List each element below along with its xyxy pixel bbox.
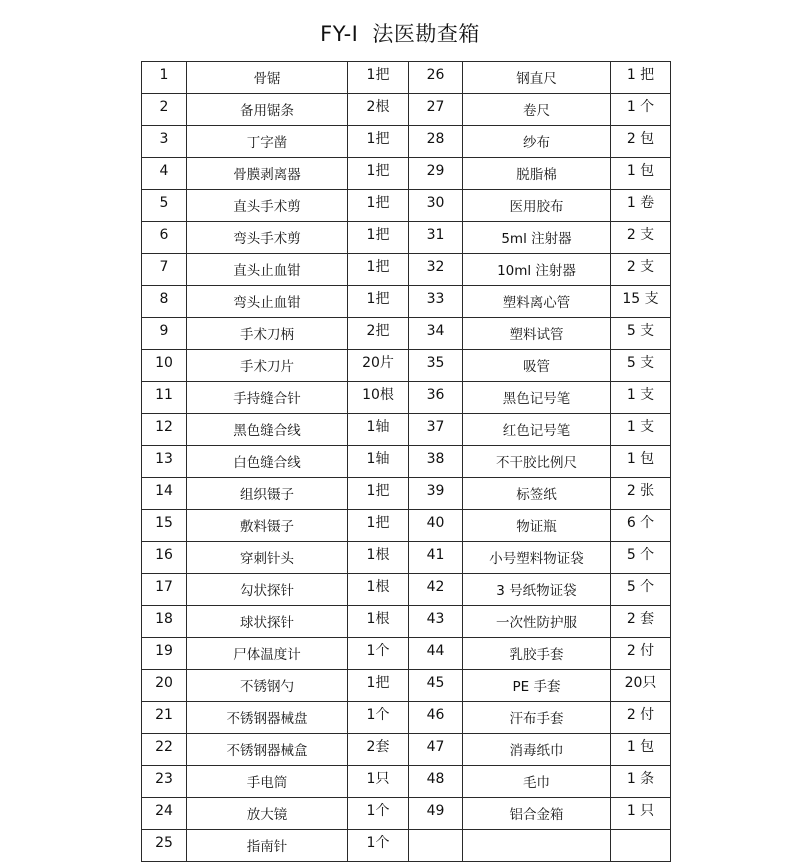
item-number: 24 <box>142 798 187 830</box>
inventory-table-body <box>142 62 671 862</box>
item-name: 白色缝合线 <box>187 446 348 478</box>
item-number: 48 <box>409 766 463 798</box>
item-quantity: 1个 <box>348 798 409 830</box>
item-number: 28 <box>409 126 463 158</box>
item-quantity: 20片 <box>348 350 409 382</box>
item-name: 卷尺 <box>463 94 611 126</box>
item-quantity: 2 支 <box>611 254 671 286</box>
item-quantity: 1把 <box>348 190 409 222</box>
item-name: 脱脂棉 <box>463 158 611 190</box>
item-name: 乳胶手套 <box>463 638 611 670</box>
item-name: 纱布 <box>463 126 611 158</box>
item-quantity: 1把 <box>348 670 409 702</box>
item-number: 23 <box>142 766 187 798</box>
table-row <box>142 734 671 766</box>
item-number: 42 <box>409 574 463 606</box>
table-row <box>142 62 671 94</box>
item-name: 弯头止血钳 <box>187 286 348 318</box>
item-quantity: 20只 <box>611 670 671 702</box>
item-name: 骨膜剥离器 <box>187 158 348 190</box>
item-quantity: 1把 <box>348 222 409 254</box>
item-name: 手电筒 <box>187 766 348 798</box>
item-quantity: 2 套 <box>611 606 671 638</box>
item-name: PE 手套 <box>463 670 611 702</box>
item-quantity: 5 个 <box>611 574 671 606</box>
item-name: 汗布手套 <box>463 702 611 734</box>
item-name: 黑色记号笔 <box>463 382 611 414</box>
item-number: 17 <box>142 574 187 606</box>
item-name: 不锈钢器械盒 <box>187 734 348 766</box>
item-number: 45 <box>409 670 463 702</box>
table-row <box>142 382 671 414</box>
item-number: 2 <box>142 94 187 126</box>
item-quantity: 1把 <box>348 286 409 318</box>
item-quantity: 1 卷 <box>611 190 671 222</box>
item-number: 1 <box>142 62 187 94</box>
item-name: 钢直尺 <box>463 62 611 94</box>
table-row <box>142 254 671 286</box>
item-quantity: 1 只 <box>611 798 671 830</box>
item-number: 41 <box>409 542 463 574</box>
item-number: 13 <box>142 446 187 478</box>
item-name: 塑料试管 <box>463 318 611 350</box>
item-name: 黑色缝合线 <box>187 414 348 446</box>
item-quantity: 6 个 <box>611 510 671 542</box>
item-quantity: 1根 <box>348 606 409 638</box>
item-name: 手术刀片 <box>187 350 348 382</box>
item-name: 5ml 注射器 <box>463 222 611 254</box>
item-name: 铝合金箱 <box>463 798 611 830</box>
table-row <box>142 670 671 702</box>
item-quantity: 15 支 <box>611 286 671 318</box>
item-number: 34 <box>409 318 463 350</box>
item-name: 不锈钢勺 <box>187 670 348 702</box>
item-number: 30 <box>409 190 463 222</box>
item-number: 16 <box>142 542 187 574</box>
item-number: 3 <box>142 126 187 158</box>
item-quantity: 1轴 <box>348 414 409 446</box>
table-row <box>142 126 671 158</box>
item-name: 弯头手术剪 <box>187 222 348 254</box>
item-number: 36 <box>409 382 463 414</box>
item-number: 14 <box>142 478 187 510</box>
item-name <box>463 830 611 862</box>
item-quantity: 1把 <box>348 510 409 542</box>
item-quantity: 1把 <box>348 478 409 510</box>
item-quantity: 1根 <box>348 542 409 574</box>
item-quantity: 1 包 <box>611 734 671 766</box>
table-row <box>142 478 671 510</box>
item-number: 40 <box>409 510 463 542</box>
item-quantity: 1 支 <box>611 414 671 446</box>
item-name: 不锈钢器械盘 <box>187 702 348 734</box>
item-quantity: 2把 <box>348 318 409 350</box>
item-name: 医用胶布 <box>463 190 611 222</box>
item-quantity: 2 付 <box>611 638 671 670</box>
item-number: 33 <box>409 286 463 318</box>
item-number: 6 <box>142 222 187 254</box>
title-model: FY-Ⅰ <box>320 22 359 46</box>
item-name: 物证瓶 <box>463 510 611 542</box>
item-name: 骨锯 <box>187 62 348 94</box>
page-title <box>0 18 800 48</box>
item-name: 消毒纸巾 <box>463 734 611 766</box>
item-name: 放大镜 <box>187 798 348 830</box>
item-quantity: 1把 <box>348 158 409 190</box>
title-name: 法医勘查箱 <box>372 22 480 46</box>
item-quantity: 1把 <box>348 62 409 94</box>
item-number: 27 <box>409 94 463 126</box>
item-name: 球状探针 <box>187 606 348 638</box>
item-number: 32 <box>409 254 463 286</box>
item-quantity: 1个 <box>348 638 409 670</box>
item-number: 9 <box>142 318 187 350</box>
item-quantity: 5 支 <box>611 318 671 350</box>
table-row <box>142 542 671 574</box>
item-number: 38 <box>409 446 463 478</box>
item-number: 47 <box>409 734 463 766</box>
table-row <box>142 606 671 638</box>
item-number: 12 <box>142 414 187 446</box>
item-name: 不干胶比例尺 <box>463 446 611 478</box>
item-number <box>409 830 463 862</box>
table-row <box>142 190 671 222</box>
item-name: 尸体温度计 <box>187 638 348 670</box>
item-quantity: 1个 <box>348 830 409 862</box>
item-name: 红色记号笔 <box>463 414 611 446</box>
item-name: 手持缝合针 <box>187 382 348 414</box>
item-name: 穿刺针头 <box>187 542 348 574</box>
item-number: 26 <box>409 62 463 94</box>
item-quantity: 1 把 <box>611 62 671 94</box>
item-number: 10 <box>142 350 187 382</box>
table-row <box>142 94 671 126</box>
item-quantity: 1个 <box>348 702 409 734</box>
item-number: 35 <box>409 350 463 382</box>
item-name: 3 号纸物证袋 <box>463 574 611 606</box>
item-number: 5 <box>142 190 187 222</box>
item-quantity: 1根 <box>348 574 409 606</box>
table-row <box>142 318 671 350</box>
item-number: 49 <box>409 798 463 830</box>
item-name: 指南针 <box>187 830 348 862</box>
item-name: 备用锯条 <box>187 94 348 126</box>
item-name: 毛巾 <box>463 766 611 798</box>
item-number: 44 <box>409 638 463 670</box>
item-name: 一次性防护服 <box>463 606 611 638</box>
item-quantity: 2 支 <box>611 222 671 254</box>
item-name: 小号塑料物证袋 <box>463 542 611 574</box>
item-quantity: 5 个 <box>611 542 671 574</box>
item-name: 直头手术剪 <box>187 190 348 222</box>
table-row <box>142 446 671 478</box>
item-quantity: 2 付 <box>611 702 671 734</box>
item-number: 11 <box>142 382 187 414</box>
item-number: 18 <box>142 606 187 638</box>
item-name: 吸管 <box>463 350 611 382</box>
item-number: 39 <box>409 478 463 510</box>
item-quantity: 2 张 <box>611 478 671 510</box>
item-quantity: 10根 <box>348 382 409 414</box>
item-quantity: 1 个 <box>611 94 671 126</box>
item-number: 4 <box>142 158 187 190</box>
item-quantity: 1 包 <box>611 446 671 478</box>
item-quantity: 1 包 <box>611 158 671 190</box>
table-row <box>142 222 671 254</box>
table-row <box>142 414 671 446</box>
item-quantity: 1把 <box>348 126 409 158</box>
item-number: 19 <box>142 638 187 670</box>
item-number: 25 <box>142 830 187 862</box>
item-number: 22 <box>142 734 187 766</box>
item-name: 塑料离心管 <box>463 286 611 318</box>
item-name: 10ml 注射器 <box>463 254 611 286</box>
table-row <box>142 510 671 542</box>
item-number: 8 <box>142 286 187 318</box>
item-name: 敷料镊子 <box>187 510 348 542</box>
item-name: 直头止血钳 <box>187 254 348 286</box>
item-name: 勾状探针 <box>187 574 348 606</box>
item-number: 20 <box>142 670 187 702</box>
item-number: 43 <box>409 606 463 638</box>
item-quantity: 1把 <box>348 254 409 286</box>
item-number: 37 <box>409 414 463 446</box>
item-quantity: 1轴 <box>348 446 409 478</box>
item-quantity <box>611 830 671 862</box>
item-number: 7 <box>142 254 187 286</box>
item-number: 15 <box>142 510 187 542</box>
item-name: 丁字凿 <box>187 126 348 158</box>
table-row <box>142 766 671 798</box>
item-quantity: 1只 <box>348 766 409 798</box>
item-number: 31 <box>409 222 463 254</box>
table-row <box>142 350 671 382</box>
table-row <box>142 830 671 862</box>
item-quantity: 1 条 <box>611 766 671 798</box>
item-quantity: 2套 <box>348 734 409 766</box>
item-name: 手术刀柄 <box>187 318 348 350</box>
item-quantity: 2 包 <box>611 126 671 158</box>
table-row <box>142 638 671 670</box>
item-quantity: 2根 <box>348 94 409 126</box>
table-row <box>142 158 671 190</box>
inventory-table <box>141 61 671 862</box>
table-row <box>142 286 671 318</box>
item-number: 29 <box>409 158 463 190</box>
item-name: 组织镊子 <box>187 478 348 510</box>
table-row <box>142 798 671 830</box>
table-row <box>142 702 671 734</box>
table-row <box>142 574 671 606</box>
item-quantity: 5 支 <box>611 350 671 382</box>
item-number: 21 <box>142 702 187 734</box>
item-quantity: 1 支 <box>611 382 671 414</box>
item-name: 标签纸 <box>463 478 611 510</box>
item-number: 46 <box>409 702 463 734</box>
